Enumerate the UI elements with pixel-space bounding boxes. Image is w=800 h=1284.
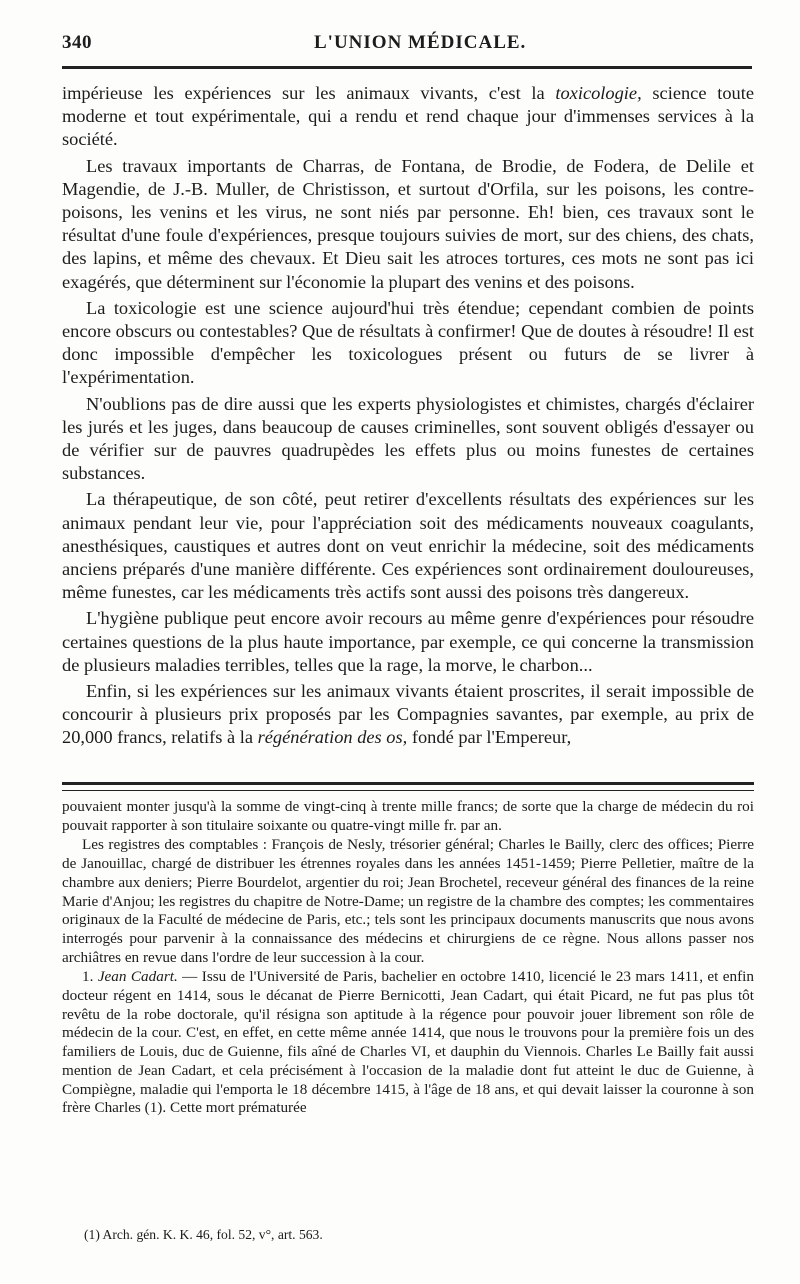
- paragraph-7-emphasis: régénération des os,: [257, 727, 408, 748]
- feuilleton-text: [62, 798, 754, 1119]
- section-divider: [62, 782, 754, 791]
- paragraph-4: N'oublions pas de dire aussi que les experts physiologistes et chimistes, chargés d'éclairer les jurés et les juges, dans beaucoup de causes criminelles, sont souvent obligés d'essayer ou de vérifier sur de pauvres quadrupèdes les effets plus ou moins funestes de certaines substances.: [62, 393, 754, 484]
- note-paragraph-2: Les registres des comptables : François de Nesly, trésorier général; Charles le Bailly, clerc des offices; Pierre de Janouillac, chargé de distribuer les étrennes royales dans les années 1451-1459; Pierre Pelletier, maître de la chambre aux deniers; Pierre Bourdelot, argentier du roi; Jean Brochetel, receveur général des finances de la reine Marie d'Anjou; les registres du chapitre de Notre-Dame; un registre de la chambre des comptes; les commentaires originaux de la Faculté de médecine de Paris, etc.; tels sont les principaux documents manuscrits que nous avons interrogés pour parvenir à la connaissance des médecins et chirurgiens de ce règne. Nous allons passer nos archiâtres en revue dans l'ordre de leur succession à la cour.: [62, 836, 754, 966]
- paragraph-3: La toxicologie est une science aujourd'hui très étendue; cependant combien de points encore obscurs ou contestables? Que de résultats à confirmer! Que de doutes à résoudre! Il est donc impossible d'empêcher les toxicologues présent ou futurs de se livrer à l'expérimentation.: [62, 297, 754, 388]
- paragraph-1-emphasis: toxicologie,: [555, 83, 642, 103]
- paragraph-2: Les travaux importants de Charras, de Fontana, de Brodie, de Fodera, de Delile et Magendie, de J.-B. Muller, de Christisson, et surtout d'Orfila, sur les poisons, les contre-poisons, les venins et les virus, ne sont niés par personne. Eh! bien, ces travaux sont le résultat d'une foule d'expériences, presque toujours suivies de mort, sur des chiens, des chats, des lapins, et même des chevaux. Et Dieu sait les atroces tortures, ces mots ne sont pas ici exagérés, que déterminent sur l'économie la plupart des venins et des poisons.: [62, 155, 754, 292]
- note-paragraph-1: pouvaient monter jusqu'à la somme de vingt-cinq à trente mille francs; de sorte que la charge de médecin du roi pouvait rapporter à son titulaire soixante ou quatre-vingt mille fr. par an.: [62, 798, 754, 834]
- note-item-name: Jean Cadart.: [97, 968, 178, 986]
- note-item-number: 1.: [82, 968, 98, 986]
- paragraph-1-text-a: impérieuse les expériences sur les animaux vivants, c'est la: [62, 83, 556, 103]
- paragraph-7: [62, 680, 754, 750]
- paragraph-1-text-b: science toute moderne et tout expérimentale, qui a rendu et rend chaque jour d'immenses services à la société.: [62, 83, 754, 150]
- paragraph-7-text-b: fondé par l'Empereur,: [407, 727, 572, 748]
- paragraph-1: [62, 82, 754, 152]
- main-text: [62, 82, 754, 753]
- footnote: (1) Arch. gén. K. K. 46, fol. 52, v°, art. 563.: [84, 1227, 323, 1242]
- paragraph-5: La thérapeutique, de son côté, peut retirer d'excellents résultats des expériences sur les animaux pendant leur vie, pour l'appréciation soit des médicaments nouveaux coagulants, anesthésiques, caustiques et autres dont on veut enrichir la médecine, soit des médicaments anciens préparés d'une manière différente. Ces expériences sont ordinairement douloureuses, même funestes, car les médicaments très actifs sont aussi des poisons très dangereux.: [62, 489, 754, 603]
- paragraph-7-text-a: Enfin, si les expériences sur les animaux vivants étaient proscrites, il serait impossible de concourir à plusieurs prix proposés par les Compagnies savantes, par exemple, au prix de 20,000 francs, relatifs à la: [62, 681, 754, 748]
- header-rule: [62, 66, 752, 69]
- page-header: [62, 32, 752, 62]
- note-paragraph-3: [62, 968, 754, 1118]
- paragraph-6: L'hygiène publique peut encore avoir recours au même genre d'expériences pour résoudre certaines questions de la plus haute importance, par exemple, ce qui concerne la transmission de plusieurs maladies terribles, telles que la rage, la morve, le charbon...: [62, 608, 754, 675]
- running-title: L'UNION MÉDICALE.: [314, 32, 527, 53]
- note-item-text: — Issu de l'Université de Paris, bachelier en octobre 1410, licencié le 23 mars 1411, et enfin docteur régent en 1414, sous le décanat de Pierre Bernicotti, Jean Cadart, qui était Picard, ne fut pas plus tôt revêtu de la robe doctorale, qu'il résigna son aptitude à la régence pour pouvoir jouer librement son rôle de médecin de la cour. C'est, en effet, en cette même année 1414, que nous le trouvons pour la première fois un des familiers de Louis, duc de Guienne, fils aîné de Charles VI, et dauphin du Viennois. Charles Le Bailly fait aussi mention de Jean Cadart, et cela précisément à l'occasion de la maladie dont fut atteint le duc de Guienne, à Compiègne, maladie qui l'emporta le 18 décembre 1415, à l'âge de 18 ans, et qui devait laisser la couronne à son frère Charles (1). Cette mort prématurée: [62, 968, 754, 1117]
- page-number: 340: [62, 32, 92, 53]
